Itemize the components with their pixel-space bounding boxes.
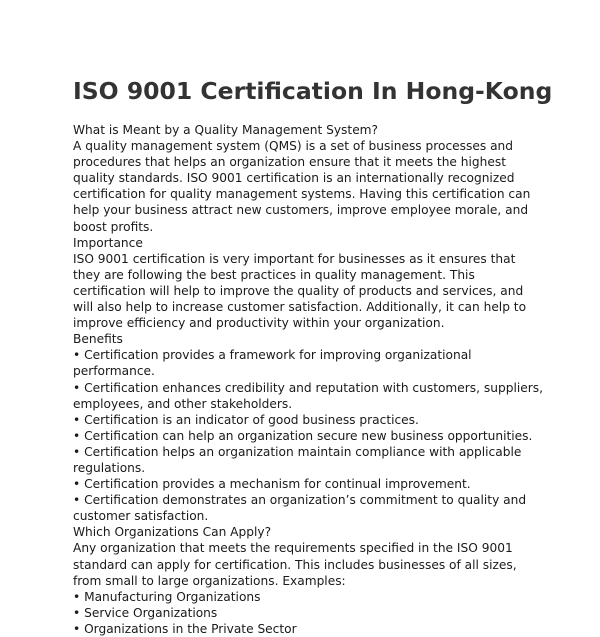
document-body — [73, 122, 543, 637]
benefit-item: • Certification can help an organization secure new business opportunities. — [73, 428, 543, 444]
section-heading-qms: What is Meant by a Quality Management System? — [73, 123, 379, 137]
page-title: ISO 9001 Certification In Hong-Kong — [73, 77, 553, 105]
benefit-item: • Certification provides a framework for improving organizational performance. — [73, 347, 543, 379]
example-item: • Organizations in the Private Sector — [73, 621, 543, 637]
example-item: • Manufacturing Organizations — [73, 589, 543, 605]
section-heading-benefits: Benefits — [73, 332, 123, 347]
examples-list — [73, 589, 543, 637]
qms-paragraph: A quality management system (QMS) is a set of business processes and procedures that helps an organization ensure that it meets the highest quality standards. ISO 9001 certification is an internationally recognized certification for quality management systems. Having this certification can help your business attract new customers, improve employee morale, and boost profits. — [73, 139, 531, 234]
benefit-item: • Certification enhances credibility and reputation with customers, suppliers, employees, and other stakeholders. — [73, 380, 543, 412]
benefit-item: • Certification provides a mechanism for continual improvement. — [73, 476, 543, 492]
importance-paragraph: ISO 9001 certification is very important for businesses as it ensures that they are following the best practices in quality management. This certification will help to improve the quality of products and services, and will also help to increase customer satisfaction. Additionally, it can help to improve efficiency and productivity within your organization. — [73, 251, 527, 331]
apply-paragraph: Any organization that meets the requirements specified in the ISO 9001 standard can apply for certification. This includes businesses of all sizes, from small to large organizations. Examples: — [73, 541, 517, 588]
benefit-item: • Certification helps an organization maintain compliance with applicable regulations. — [73, 444, 543, 476]
benefits-list — [73, 347, 543, 524]
section-heading-apply: Which Organizations Can Apply? — [73, 525, 272, 540]
example-item: • Service Organizations — [73, 605, 543, 621]
benefit-item: • Certification is an indicator of good business practices. — [73, 412, 543, 428]
benefit-item: • Certification demonstrates an organization’s commitment to quality and customer satisfaction. — [73, 492, 543, 524]
section-heading-importance: Importance — [73, 235, 143, 250]
